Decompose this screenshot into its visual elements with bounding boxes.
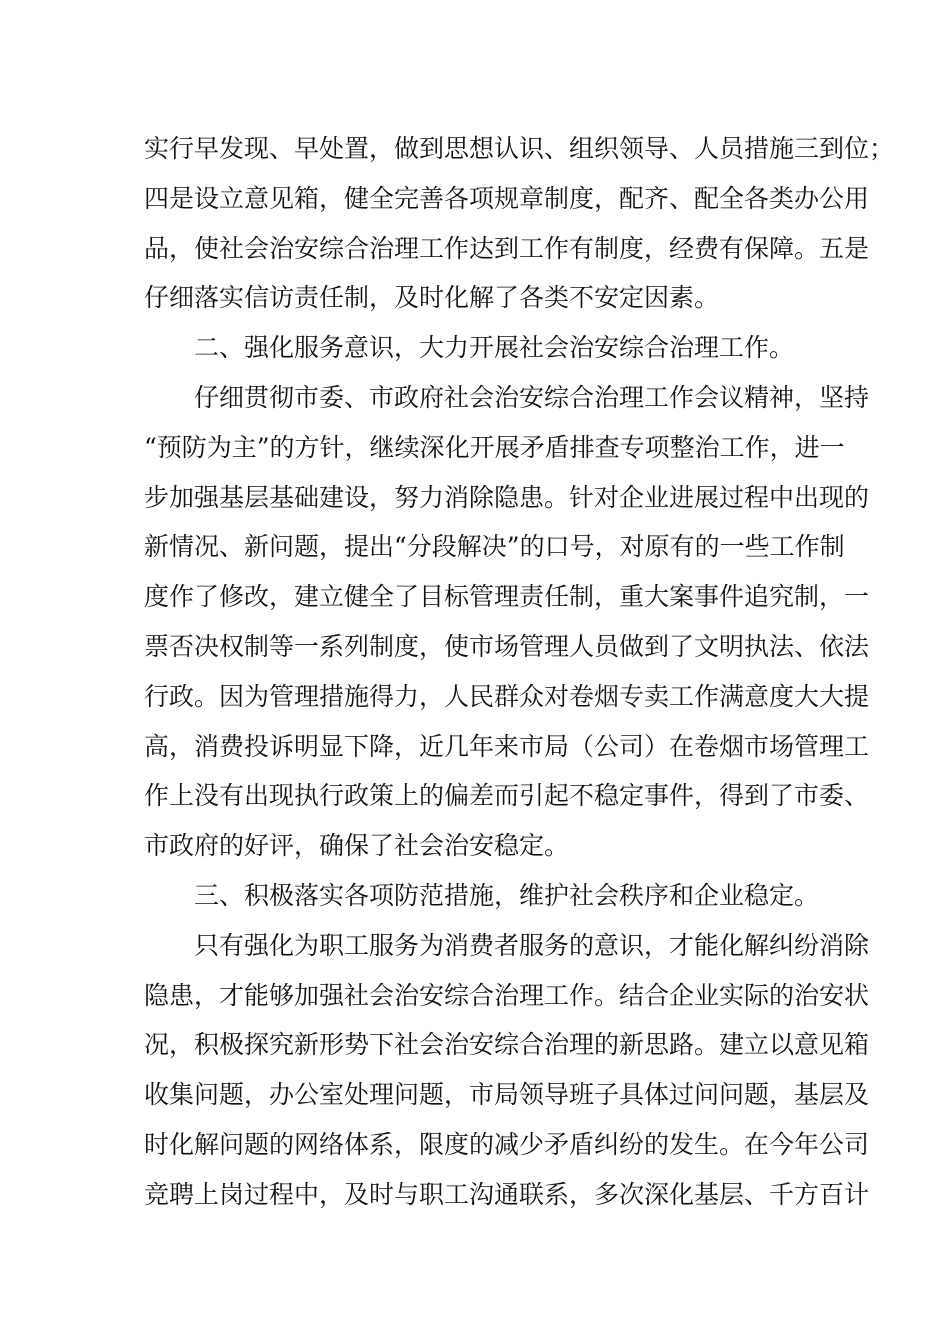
body-line: 四是设立意见箱，健全完善各项规章制度，配齐、配全各类办公用: [144, 183, 870, 213]
body-line: 竞聘上岗过程中，及时与职工沟通联系，多次深化基层、千方百计: [144, 1179, 870, 1209]
body-line: 市政府的好评，确保了社会治安稳定。: [144, 831, 570, 861]
body-line: 票否决权制等一系列制度，使市场管理人员做到了文明执法、依法: [144, 631, 870, 661]
body-line: 度作了修改，建立健全了目标管理责任制，重大案事件追究制，一: [144, 582, 870, 612]
body-line: 品，使社会治安综合治理工作达到工作有制度，经费有保障。五是: [144, 233, 870, 263]
body-line: 时化解问题的网络体系，限度的减少矛盾纠纷的发生。在今年公司: [144, 1129, 870, 1159]
body-line: 实行早发现、早处置，做到思想认识、组织领导、人员措施三到位；: [144, 134, 895, 163]
body-line: 作上没有出现执行政策上的偏差而引起不稳定事件，得到了市委、: [144, 781, 870, 811]
paragraph-start-line: 只有强化为职工服务为消费者服务的意识，才能化解纠纷消除: [194, 930, 870, 960]
body-line: 况，积极探究新形势下社会治安综合治理的新思路。建立以意见箱: [144, 1030, 870, 1060]
paragraph-start-line: 仔细贯彻市委、市政府社会治安综合治理工作会议精神，坚持: [194, 382, 870, 412]
body-line: 收集问题，办公室处理问题，市局领导班子具体过问问题，基层及: [144, 1080, 870, 1110]
body-line: 仔细落实信访责任制，及时化解了各类不安定因素。: [144, 283, 720, 313]
body-line: 新情况、新问题，提出“分段解决”的口号，对原有的一些工作制: [144, 532, 845, 562]
body-line: “预防为主”的方针，继续深化开展矛盾排查专项整治工作，进一: [144, 432, 845, 462]
body-line: 隐患，才能够加强社会治安综合治理工作。结合企业实际的治安状: [144, 980, 870, 1010]
body-line: 高，消费投诉明显下降，近几年来市局（公司）在卷烟市场管理工: [144, 731, 870, 761]
section-heading: 二、强化服务意识，大力开展社会治安综合治理工作。: [194, 333, 795, 363]
body-line: 行政。因为管理措施得力，人民群众对卷烟专卖工作满意度大大提: [144, 681, 870, 711]
body-line: 步加强基层基础建设，努力消除隐患。针对企业进展过程中出现的: [144, 482, 870, 512]
section-heading: 三、积极落实各项防范措施，维护社会秩序和企业稳定。: [194, 880, 820, 910]
